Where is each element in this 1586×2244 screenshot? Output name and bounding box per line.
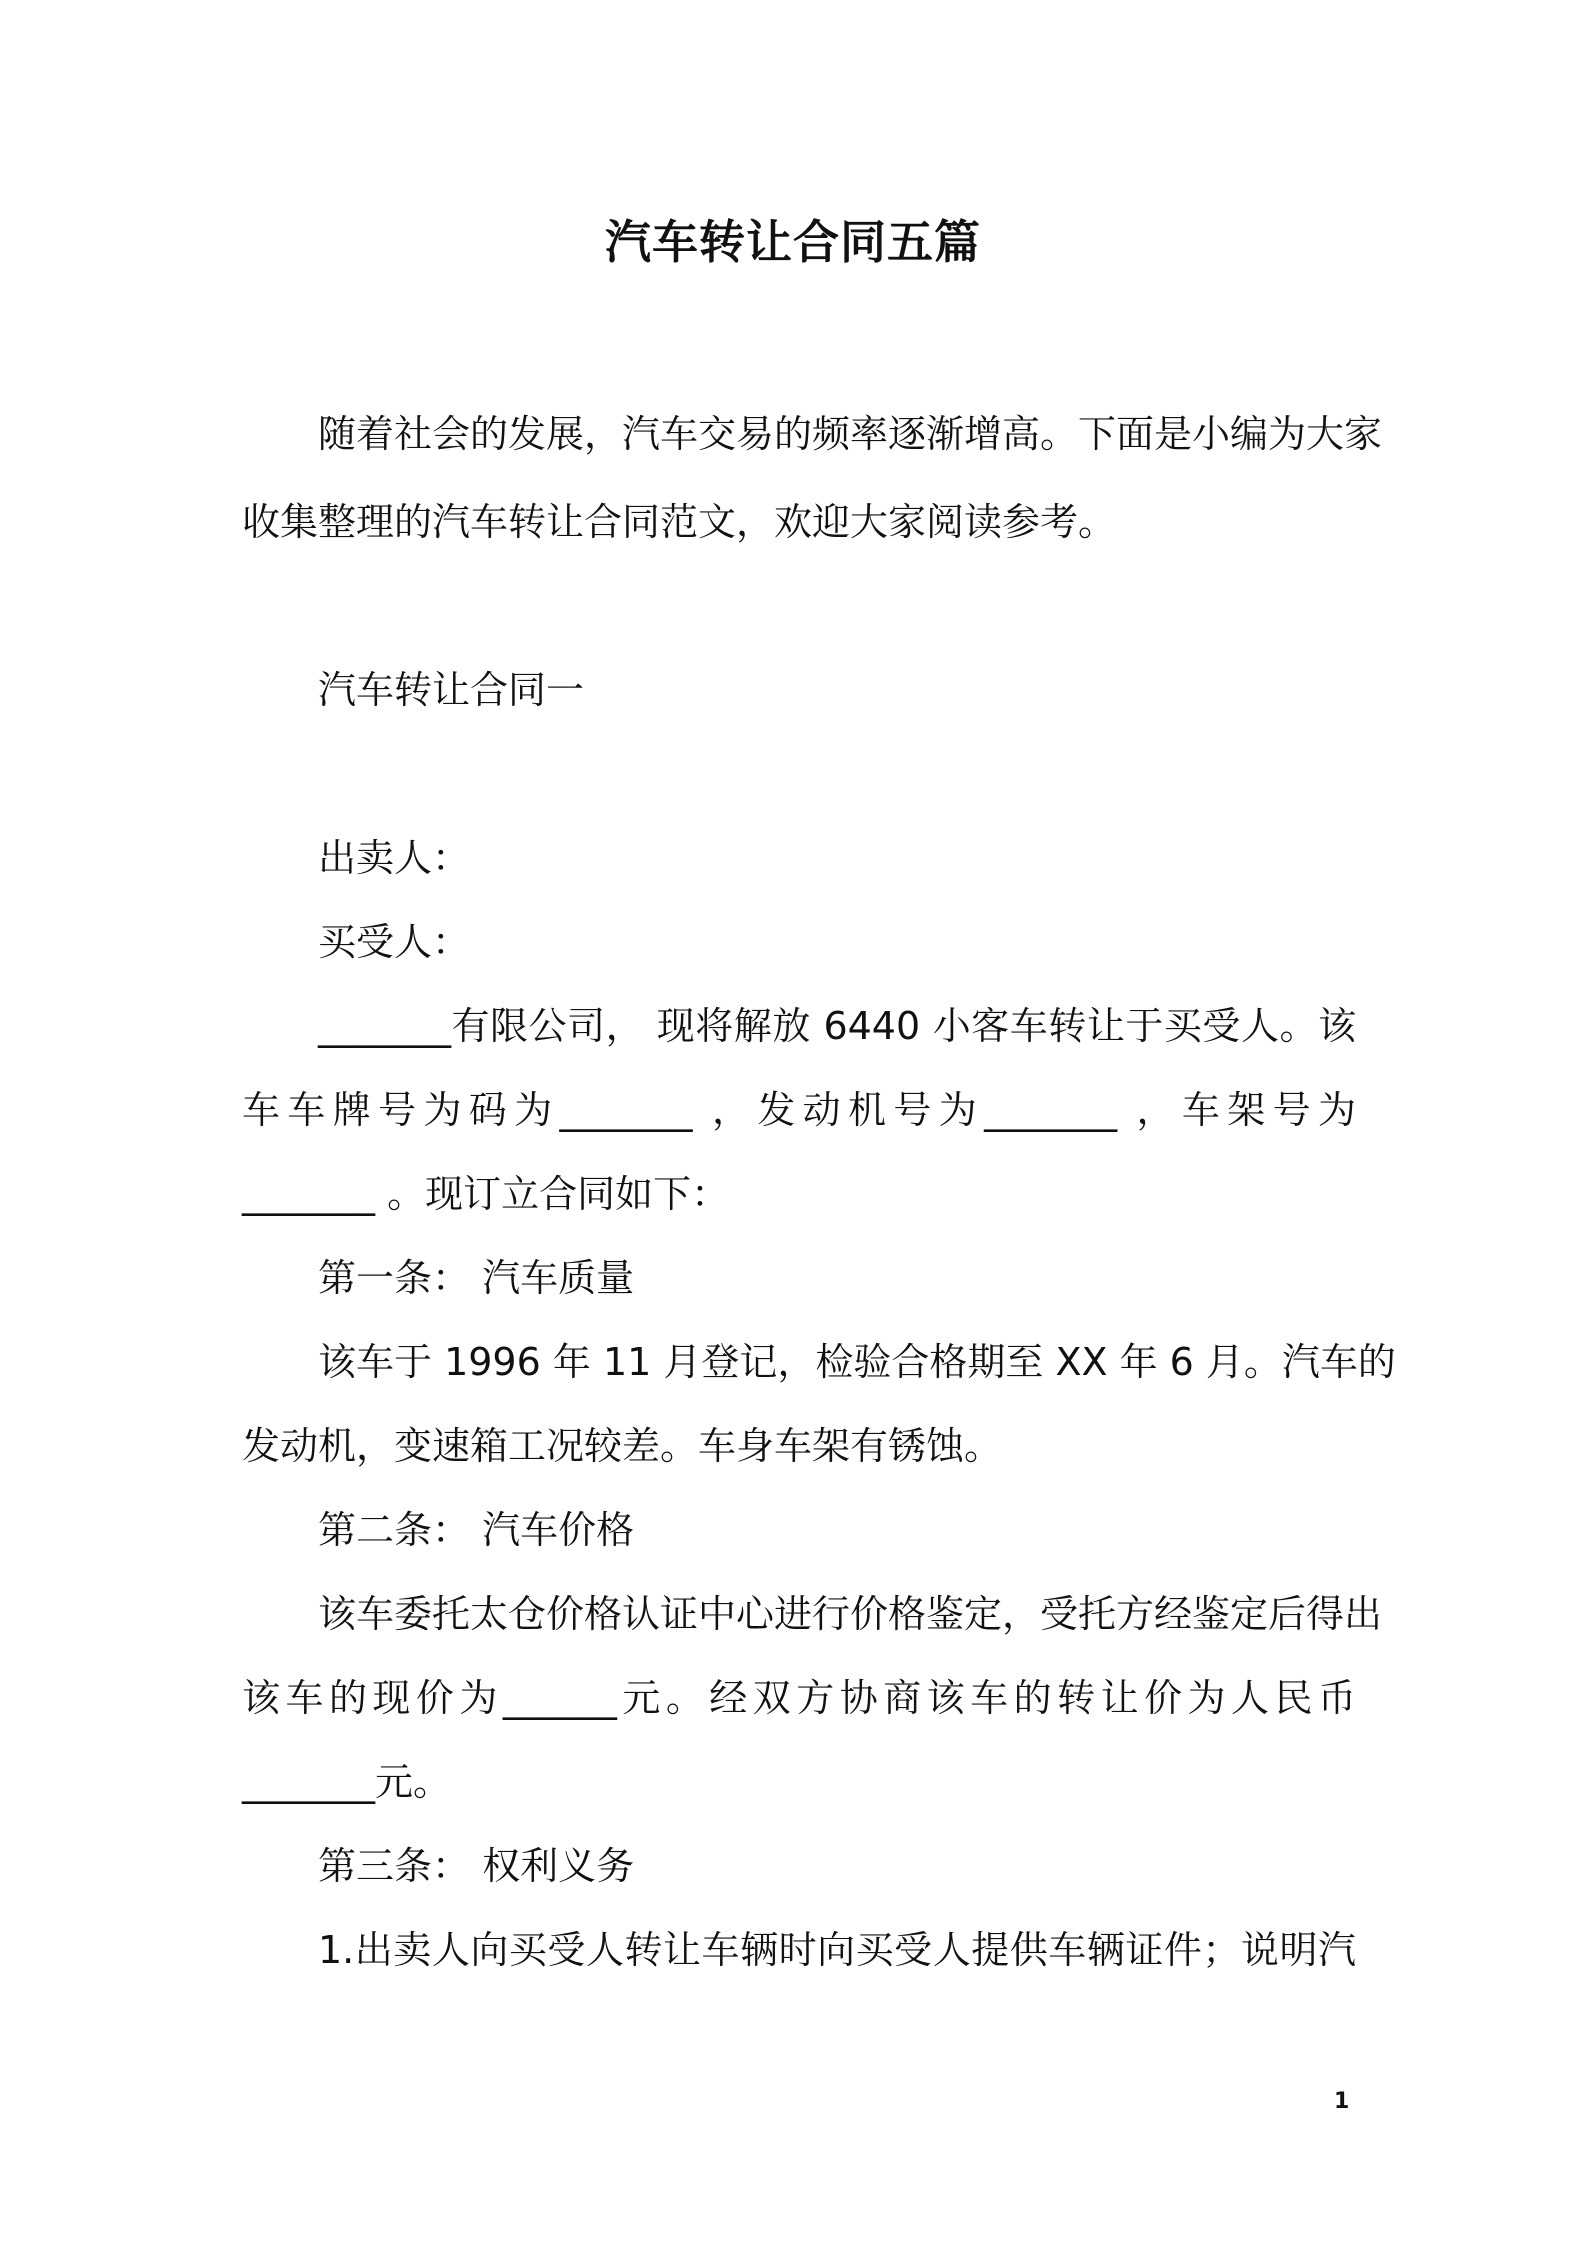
buyer-label: 买受人： bbox=[318, 920, 471, 964]
article-1-line-1: 该车于 1996 年 11 月登记，检验合格期至 XX 年 6 月。汽车的 bbox=[318, 1340, 1396, 1384]
section-heading: 汽车转让合同一 bbox=[318, 668, 585, 712]
article-1-line-2: 发动机，变速箱工况较差。车身车架有锈蚀。 bbox=[242, 1424, 1003, 1468]
transfer-paragraph-line-1: _______有限公司， 现将解放 6440 小客车转让于买受人。该 bbox=[318, 1004, 1356, 1048]
article-2-line-1: 该车委托太仓价格认证中心进行价格鉴定，受托方经鉴定后得出 bbox=[318, 1592, 1383, 1636]
article-3-line-1: 1.出卖人向买受人转让车辆时向买受人提供车辆证件；说明汽 bbox=[318, 1928, 1356, 1972]
document-title: 汽车转让合同五篇 bbox=[605, 215, 981, 269]
article-2-heading: 第二条： 汽车价格 bbox=[318, 1508, 635, 1552]
seller-label: 出卖人： bbox=[318, 836, 471, 880]
page-number: 1 bbox=[1334, 2089, 1350, 2114]
transfer-paragraph-line-3: _______ 。现订立合同如下： bbox=[242, 1172, 730, 1216]
intro-paragraph-line-2: 收集整理的汽车转让合同范文，欢迎大家阅读参考。 bbox=[242, 500, 1117, 544]
intro-paragraph-line-1: 随着社会的发展，汽车交易的频率逐渐增高。下面是小编为大家 bbox=[318, 412, 1383, 456]
article-1-heading: 第一条： 汽车质量 bbox=[318, 1256, 635, 1300]
article-3-heading: 第三条： 权利义务 bbox=[318, 1844, 635, 1888]
article-2-line-3: _______元。 bbox=[242, 1760, 452, 1804]
article-2-line-2: 该车的现价为______元。经双方协商该车的转让价为人民币 bbox=[242, 1676, 1356, 1720]
transfer-paragraph-line-2: 车车牌号为码为_______ ，发动机号为_______ ，车架号为 bbox=[242, 1088, 1356, 1132]
